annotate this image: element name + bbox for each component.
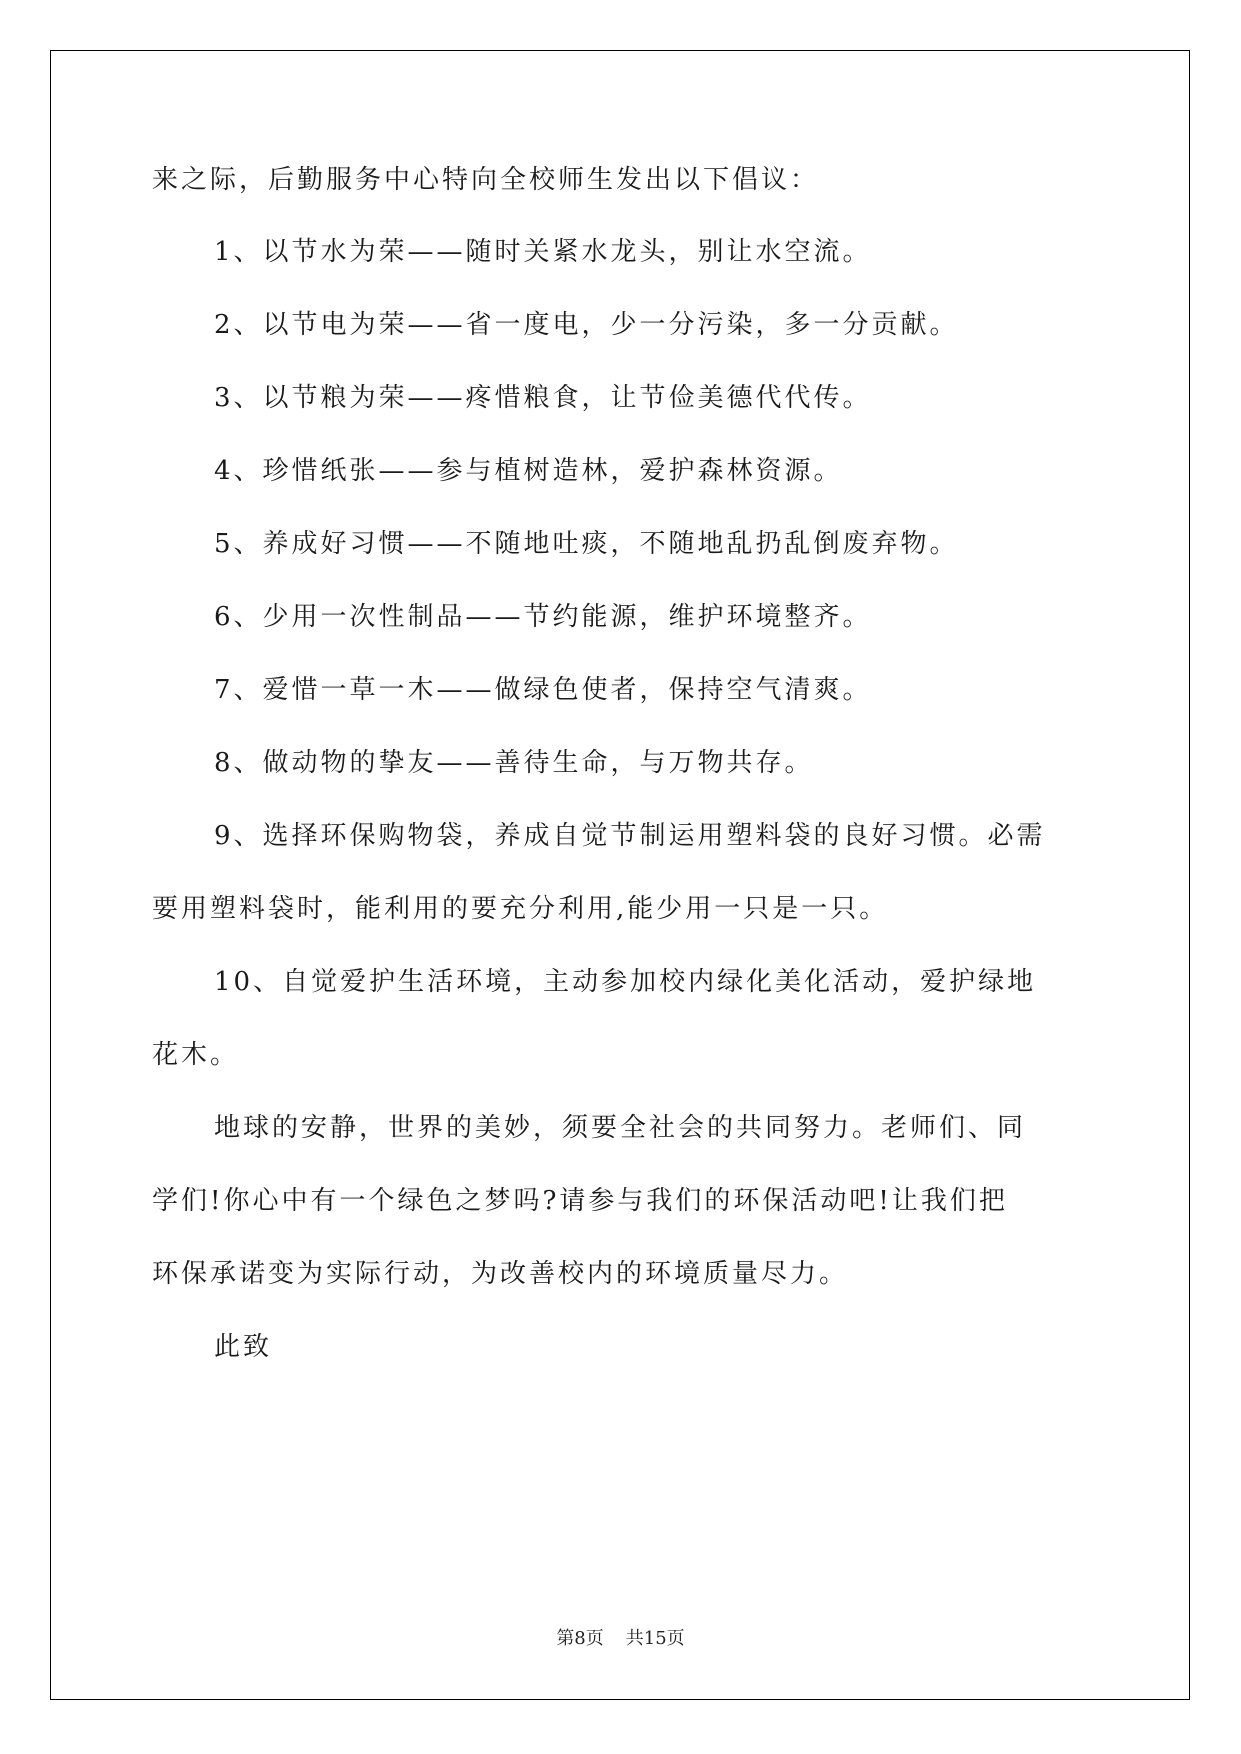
text-line: 花木。 xyxy=(152,1040,240,1070)
page-number-current: 第8页 xyxy=(556,1628,604,1649)
list-item: 5、养成好习惯——不随地吐痰，不随地乱扔乱倒废弃物。 xyxy=(214,529,959,559)
page-footer xyxy=(0,1624,1241,1650)
list-item: 8、做动物的挚友——善待生命，与万物共存。 xyxy=(214,748,814,778)
page-number-total: 共15页 xyxy=(625,1628,685,1649)
closing-line: 此致 xyxy=(214,1332,273,1362)
text-line: 学们!你心中有一个绿色之梦吗?请参与我们的环保活动吧!让我们把 xyxy=(152,1186,1008,1216)
text-line: 来之际，后勤服务中心特向全校师生发出以下倡议： xyxy=(152,165,820,195)
list-item: 1、以节水为荣——随时关紧水龙头，别让水空流。 xyxy=(214,237,872,267)
list-item: 3、以节粮为荣——疼惜粮食，让节俭美德代代传。 xyxy=(214,383,872,413)
list-item: 10、自觉爱护生活环境，主动参加校内绿化美化活动，爱护绿地 xyxy=(214,967,1037,997)
list-item: 6、少用一次性制品——节约能源，维护环境整齐。 xyxy=(214,602,872,632)
page-border xyxy=(50,50,1190,1700)
list-item: 7、爱惜一草一木——做绿色使者，保持空气清爽。 xyxy=(214,675,872,705)
list-item: 9、选择环保购物袋，养成自觉节制运用塑料袋的良好习惯。必需 xyxy=(214,821,1046,851)
text-line: 环保承诺变为实际行动，为改善校内的环境质量尽力。 xyxy=(152,1259,849,1289)
paragraph-line: 地球的安静，世界的美妙，须要全社会的共同努力。老师们、同 xyxy=(214,1113,1027,1143)
list-item: 4、珍惜纸张——参与植树造林，爱护森林资源。 xyxy=(214,456,843,486)
text-line: 要用塑料袋时，能利用的要充分利用,能少用一只是一只。 xyxy=(152,894,889,924)
list-item: 2、以节电为荣——省一度电，少一分污染，多一分贡献。 xyxy=(214,310,959,340)
